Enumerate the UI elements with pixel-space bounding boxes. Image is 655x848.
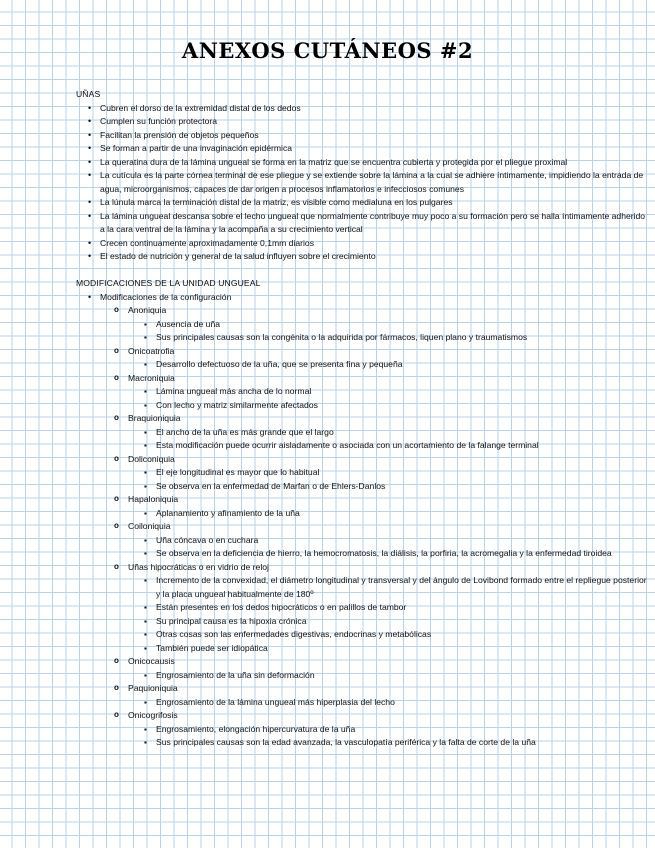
condition-name: Macroniquia (128, 372, 175, 383)
condition-detail: ▪ Otras cosas son las enfermedades digestivas, endocrinas y metabólicas (128, 628, 650, 642)
condition-detail: ▪ Lámina ungueal más ancha de lo normal (128, 385, 650, 399)
unas-item: • Cubren el dorso de la extremidad distal de los dedos (76, 102, 650, 116)
unas-item: • El estado de nutrición y general de la salud influyen sobre el crecimiento (76, 250, 650, 264)
condition-item (100, 453, 650, 494)
unas-item: • La lámina ungueal descansa sobre el lecho ungueal que normalmente contribuye muy poco a su formación pero se halla íntimamente adherido a la cara ventral de la lámina y la acompaña a su crecimiento vertical (76, 210, 650, 237)
unas-item: • Crecen continuamente aproximadamente 0,1mm diarios (76, 237, 650, 251)
section-heading-modificaciones: MODIFICACIONES DE LA UNIDAD UNGUEAL (76, 278, 261, 288)
condition-item (100, 345, 650, 372)
condition-name: Onicoatrofia (128, 345, 175, 356)
condition-item (100, 655, 650, 682)
condition-details (128, 723, 650, 750)
section-spacer (76, 264, 650, 278)
condition-name: Anoniquia (128, 305, 167, 315)
condition-details (128, 466, 650, 493)
condition-detail: ▪ Incremento de la convexidad, el diámetro longitudinal y transversal y del ángulo de Lovibond formado entre el repliegue posterior y la placa ungueal habitualmente de 180º (128, 574, 650, 601)
condition-name: Uñas hipocráticas o en vidrio de reloj (128, 561, 269, 572)
condition-details (128, 534, 650, 561)
condition-detail: ▪ Engrosamiento, elongación hipercurvatura de la uña (128, 723, 650, 737)
condition-item (100, 372, 650, 413)
condition-detail: ▪ Sus principales causas son la edad avanzada, la vasculopatía periférica y la falta de corte de la uña (128, 736, 650, 750)
condition-details (128, 426, 650, 453)
condition-detail: ▪ Sus principales causas son la congénita o la adquirida por fármacos, liquen plano y traumatismos (128, 331, 650, 345)
document-body (76, 88, 650, 750)
condition-detail: ▪ Desarrollo defectuoso de la uña, que se presenta fina y pequeña (128, 358, 650, 372)
condition-name: Onicogrifosis (128, 710, 178, 720)
condition-name: Coiloniquia (128, 521, 171, 531)
condition-detail: ▪ Con lecho y matriz similarmente afectados (128, 399, 650, 413)
modificaciones-list (76, 291, 650, 750)
page-title: ANEXOS CUTÁNEOS #2 (181, 38, 474, 63)
condition-details (128, 358, 650, 372)
condition-item (100, 520, 650, 561)
condition-detail: ▪ Están presentes en los dedos hipocráticos o en palillos de tambor (128, 601, 650, 615)
condition-detail: ▪ Esta modificación puede ocurrir aisladamente o asociada con un acortamiento de la falange terminal (128, 439, 650, 453)
condition-name: Onicocausis (128, 656, 175, 666)
unas-item: • La queratina dura de la lámina ungueal se forma en la matriz que se encuentra cubierta y protegida por el pliegue proximal (76, 156, 650, 170)
group-label: Modificaciones de la configuración (100, 291, 232, 302)
condition-details (128, 318, 650, 345)
condition-item (100, 493, 650, 520)
unas-item: • Cumplen su función protectora (76, 115, 650, 129)
condition-detail: ▪ Uña cóncava o en cuchara (128, 534, 650, 548)
unas-list (76, 102, 650, 264)
unas-item: • La cutícula es la parte córnea terminal de ese pliegue y se extiende sobre la lámina a la cual se adhiere íntimamente, impidiendo la entrada de agua, microorganismos, capaces de dar origen a procesos inflamatorios e infecciosos comunes (76, 169, 650, 196)
condition-details (128, 696, 650, 710)
condition-details (128, 669, 650, 683)
conditions-list (100, 304, 650, 750)
condition-detail: ▪ Engrosamiento de la lámina ungueal más hiperplasia del lecho (128, 696, 650, 710)
condition-details (128, 385, 650, 412)
condition-details (128, 507, 650, 521)
condition-detail: ▪ El ancho de la uña es más grande que el largo (128, 426, 650, 440)
unas-item: • Facilitan la prensión de objetos pequeños (76, 129, 650, 143)
condition-item (100, 304, 650, 345)
unas-item: • Se forman a partir de una invaginación epidérmica (76, 142, 650, 156)
condition-name: Paquioniquia (128, 683, 178, 693)
condition-name: Doliconiquia (128, 453, 175, 464)
condition-detail: ▪ Se observa en la deficiencia de hierro, la hemocromatosis, la diálisis, la porfiria, la acromegalia y la enfermedad tiroidea (128, 547, 650, 561)
condition-item (100, 709, 650, 750)
section-heading-unas: UÑAS (76, 89, 101, 99)
condition-detail: ▪ El eje longitudinal es mayor que lo habitual (128, 466, 650, 480)
group-item (76, 291, 650, 750)
condition-detail: ▪ Se observa en la enfermedad de Marfan o de Ehlers-Danlos (128, 480, 650, 494)
condition-name: Braquioniquia (128, 413, 181, 423)
condition-detail: ▪ Engrosamiento de la uña sin deformación (128, 669, 650, 683)
unas-item: • La lúnula marca la terminación distal de la matriz, es visible como medialuna en los pulgares (76, 196, 650, 210)
condition-details (128, 574, 650, 655)
condition-name: Hapaloniquia (128, 494, 179, 504)
condition-item (100, 412, 650, 453)
condition-item (100, 682, 650, 709)
condition-detail: ▪ Su principal causa es la hipoxia crónica (128, 615, 650, 629)
condition-detail: ▪ Ausencia de uña (128, 318, 650, 332)
condition-detail: ▪ Aplanamiento y afinamiento de la uña (128, 507, 650, 521)
condition-item (100, 561, 650, 656)
condition-detail: ▪ También puede ser idiopática (128, 642, 650, 656)
